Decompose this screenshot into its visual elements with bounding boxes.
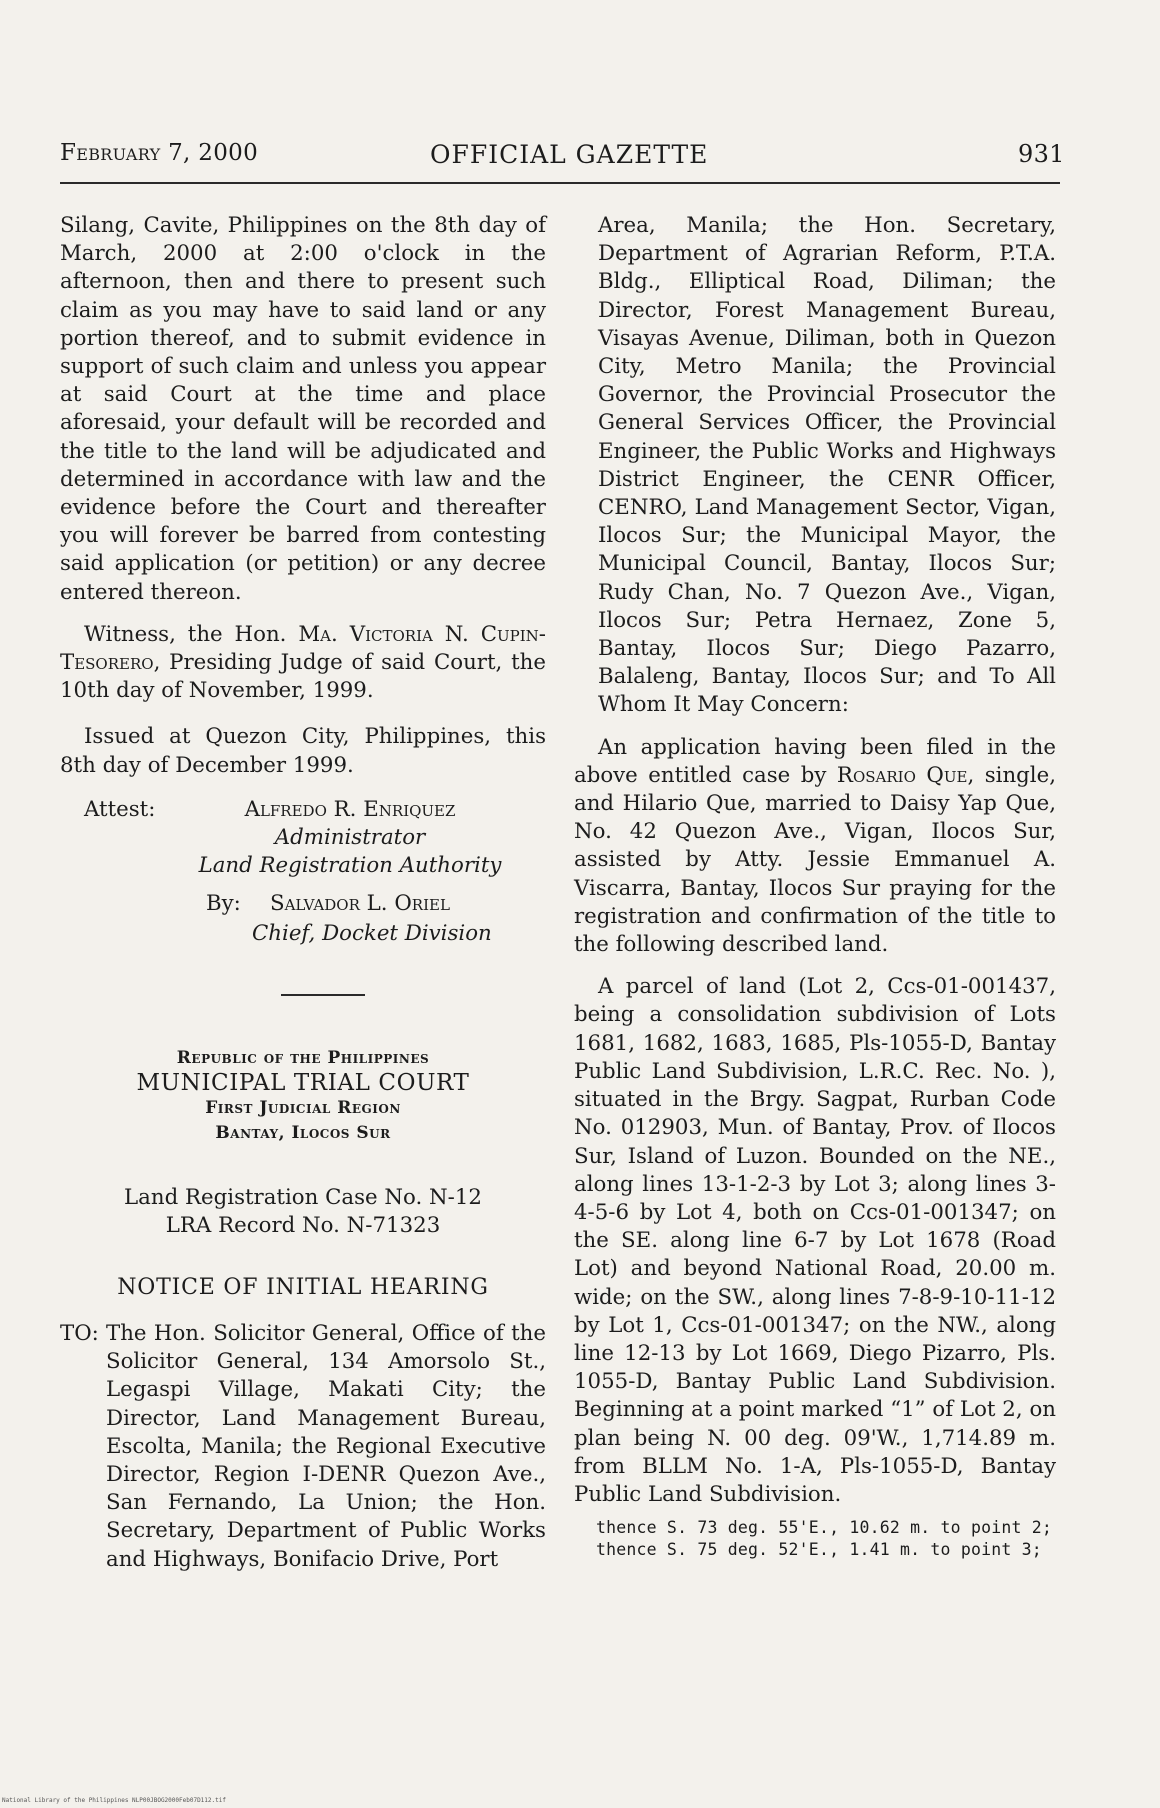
- agency-name: Land Registration Authority: [198, 852, 502, 878]
- court-heading: [60, 1046, 546, 1146]
- section-divider: [281, 994, 365, 996]
- summons-paragraph: Silang, Cavite, Philippines on the 8th day of March, 2000 at 2:00 o'clock in the afternoon, then and there to present such claim as you may have to said land or any portion thereof, and to submit evidence in support of such claim and unless you appear at said Court at the time and place aforesaid, your default will be recorded and the title to the land will be adjudicated and determined in accordance with law and the evidence before the Court and thereafter you will forever be barred from contesting said application (or petition) or any decree entered thereon.: [60, 213, 546, 605]
- court-republic: Republic of the Philippines: [176, 1047, 430, 1068]
- court-name: MUNICIPAL TRIAL COURT: [136, 1069, 470, 1096]
- witness-paragraph: [60, 621, 546, 706]
- application-suffix: , single, and Hilario Que, married to Daisy Yap Que, No. 42 Quezon Ave., Vigan, Ilocos Sur, assisted by Atty. Jessie Emmanuel A. Viscarra, Bantay, Ilocos Sur praying for the registration and confirmation of the title to the following described land.: [574, 762, 1056, 958]
- addressee-list: The Hon. Solicitor General, Office of the Solicitor General, 134 Amorsolo St., Legaspi Village, Makati City; the Director, Land Management Bureau, Escolta, Manila; the Regional Executive Director, Region I-DENR Quezon Ave., San Fernando, La Union; the Hon. Secretary, Department of Public Works and Highways, Bonifacio Drive, Port: [106, 1321, 546, 1572]
- judge-name: Ma. Victoria N. Cupin-Tesorero: [60, 621, 547, 676]
- header-rule: [60, 182, 1060, 184]
- case-number: Land Registration Case No. N-12: [124, 1184, 482, 1210]
- notice-title: NOTICE OF INITIAL HEARING: [117, 1274, 489, 1300]
- witness-suffix: , Presiding Judge of said Court, the 10th day of November, 1999.: [60, 650, 546, 704]
- issued-paragraph: Issued at Quezon City, Philippines, this 8th day of December 1999.: [60, 724, 546, 778]
- docket-chief-title: Chief, Docket Division: [252, 920, 492, 946]
- attest-signatory: [180, 796, 520, 880]
- page-number: 931: [1018, 140, 1065, 168]
- court-location: Bantay, Ilocos Sur: [215, 1122, 391, 1143]
- application-paragraph: [574, 734, 1056, 960]
- case-numbers: [60, 1184, 546, 1240]
- court-region: First Judicial Region: [205, 1097, 401, 1118]
- by-block: [60, 890, 546, 950]
- to-label: TO:: [60, 1321, 99, 1347]
- scan-footer: National Library of the Philippines NLP00JBOG2000Feb07D112.tif: [2, 1797, 226, 1804]
- header-date: February 7, 2000: [60, 140, 259, 166]
- witness-prefix: Witness, the Hon.: [84, 621, 299, 647]
- right-column: [574, 212, 1056, 1561]
- left-column: [60, 212, 546, 1574]
- addressee-continuation: Area, Manila; the Hon. Secretary, Department of Agrarian Reform, P.T.A. Bldg., Elliptical Road, Diliman; the Director, Forest Management Bureau, Visayas Avenue, Diliman, both in Quezon City, Metro Manila; the Provincial Governor, the Provincial Prosecutor the General Services Officer, the Provincial Engineer, the Public Works and Highways District Engineer, the CENR Officer, CENRO, Land Management Sector, Vigan, Ilocos Sur; the Municipal Mayor, the Municipal Council, Bantay, Ilocos Sur; Rudy Chan, No. 7 Quezon Ave., Vigan, Ilocos Sur; Petra Hernaez, Zone 5, Bantay, Ilocos Sur; Diego Pazarro, Balaleng, Bantay, Ilocos Sur; and To All Whom It May Concern:: [598, 213, 1056, 718]
- by-label: By:: [206, 890, 241, 916]
- applicant-name: Rosario Que: [836, 762, 968, 788]
- administrator-name: Alfredo R. Enriquez: [244, 796, 456, 822]
- administrator-title: Administrator: [274, 824, 426, 850]
- parcel-description: A parcel of land (Lot 2, Ccs-01-001437, being a consolidation subdivision of Lots 1681, 1682, 1683, 1685, Pls-1055-D, Bantay Public Land Subdivision, L.R.C. Rec. No. ), situated in the Brgy. Sagpat, Rurban Code No. 012903, Mun. of Bantay, Prov. of Ilocos Sur, Island of Luzon. Bounded on the NE., along lines 13-1-2-3 by Lot 3; along lines 3-4-5-6 by Lot 4, both on Ccs-01-001347; on the SE. along line 6-7 by Lot 1678 (Road Lot) and beyond National Road, 20.00 m. wide; on the SW., along lines 7-8-9-10-11-12 by Lot 1, Ccs-01-001347; on the NW., along line 12-13 by Lot 1669, Diego Pizarro, Pls. 1055-D, Bantay Public Land Subdivision. Beginning at a point marked “1” of Lot 2, on plan being N. 00 deg. 09'W., 1,714.89 m. from BLLM No. 1-A, Pls-1055-D, Bantay Public Land Subdivision.: [574, 974, 1056, 1507]
- application-prefix: An application having been filed in the above entitled case by: [574, 734, 1056, 788]
- addressee-block: [60, 1320, 546, 1574]
- header-title: OFFICIAL GAZETTE: [430, 140, 709, 169]
- docket-chief-name: Salvador L. Oriel: [270, 890, 450, 916]
- attest-label: Attest:: [84, 796, 156, 822]
- lra-record-number: LRA Record No. N-71323: [165, 1212, 441, 1238]
- attest-block: [60, 796, 546, 876]
- metes-line-1: thence S. 73 deg. 55'E., 10.62 m. to point 2;: [596, 1518, 1053, 1538]
- metes-line-2: thence S. 75 deg. 52'E., 1.41 m. to point 3;: [596, 1540, 1042, 1560]
